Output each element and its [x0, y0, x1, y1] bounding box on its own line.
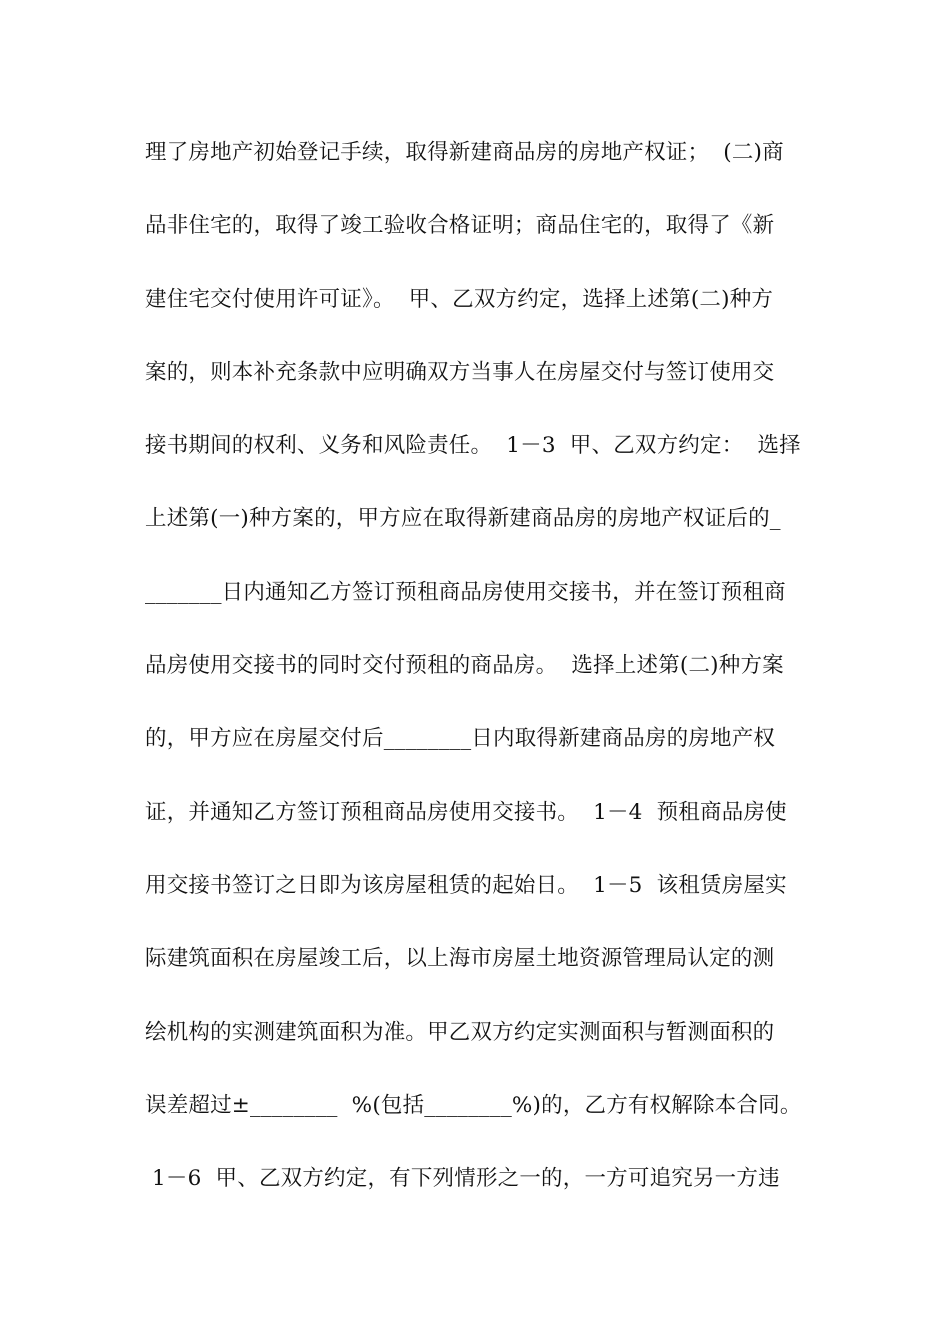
text-line-15: 1－6 甲、乙双方约定，有下列情形之一的，一方可追究另一方违 [145, 1166, 780, 1192]
text-line-1: 理了房地产初始登记手续，取得新建商品房的房地产权证； (二)商 [145, 140, 784, 165]
text-line-13: 绘机构的实测建筑面积为准。甲乙双方约定实测面积与暂测面积的 [145, 1019, 775, 1045]
text-line-10: 证，并通知乙方签订预租商品房使用交接书。 1－4 预租商品房使 [145, 799, 787, 825]
text-line-12: 际建筑面积在房屋竣工后，以上海市房屋土地资源管理局认定的测 [145, 946, 775, 972]
text-line-8: 品房使用交接书的同时交付预租的商品房。 选择上述第(二)种方案 [145, 653, 784, 679]
text-line-2: 品非住宅的，取得了竣工验收合格证明；商品住宅的，取得了《新 [145, 213, 775, 239]
text-line-3: 建住宅交付使用许可证》。 甲、乙双方约定，选择上述第(二)种方 [145, 286, 774, 312]
text-line-7: _______日内通知乙方签订预租商品房使用交接书，并在签订预租商 [145, 579, 786, 605]
text-line-5: 接书期间的权利、义务和风险责任。 1－3 甲、乙双方约定： 选择 [145, 433, 801, 459]
text-line-4: 案的，则本补充条款中应明确双方当事人在房屋交付与签订使用交 [145, 359, 775, 385]
text-line-11: 用交接书签订之日即为该房屋租赁的起始日。 1－5 该租赁房屋实 [145, 872, 787, 898]
contract-text-block [145, 130, 825, 1229]
text-line-14: 误差超过±________ %(包括________%)的，乙方有权解除本合同。 [145, 1092, 802, 1118]
text-line-9: 的，甲方应在房屋交付后________日内取得新建商品房的房地产权 [145, 726, 776, 752]
text-line-6: 上述第(一)种方案的，甲方应在取得新建商品房的房地产权证后的_ [145, 506, 781, 532]
